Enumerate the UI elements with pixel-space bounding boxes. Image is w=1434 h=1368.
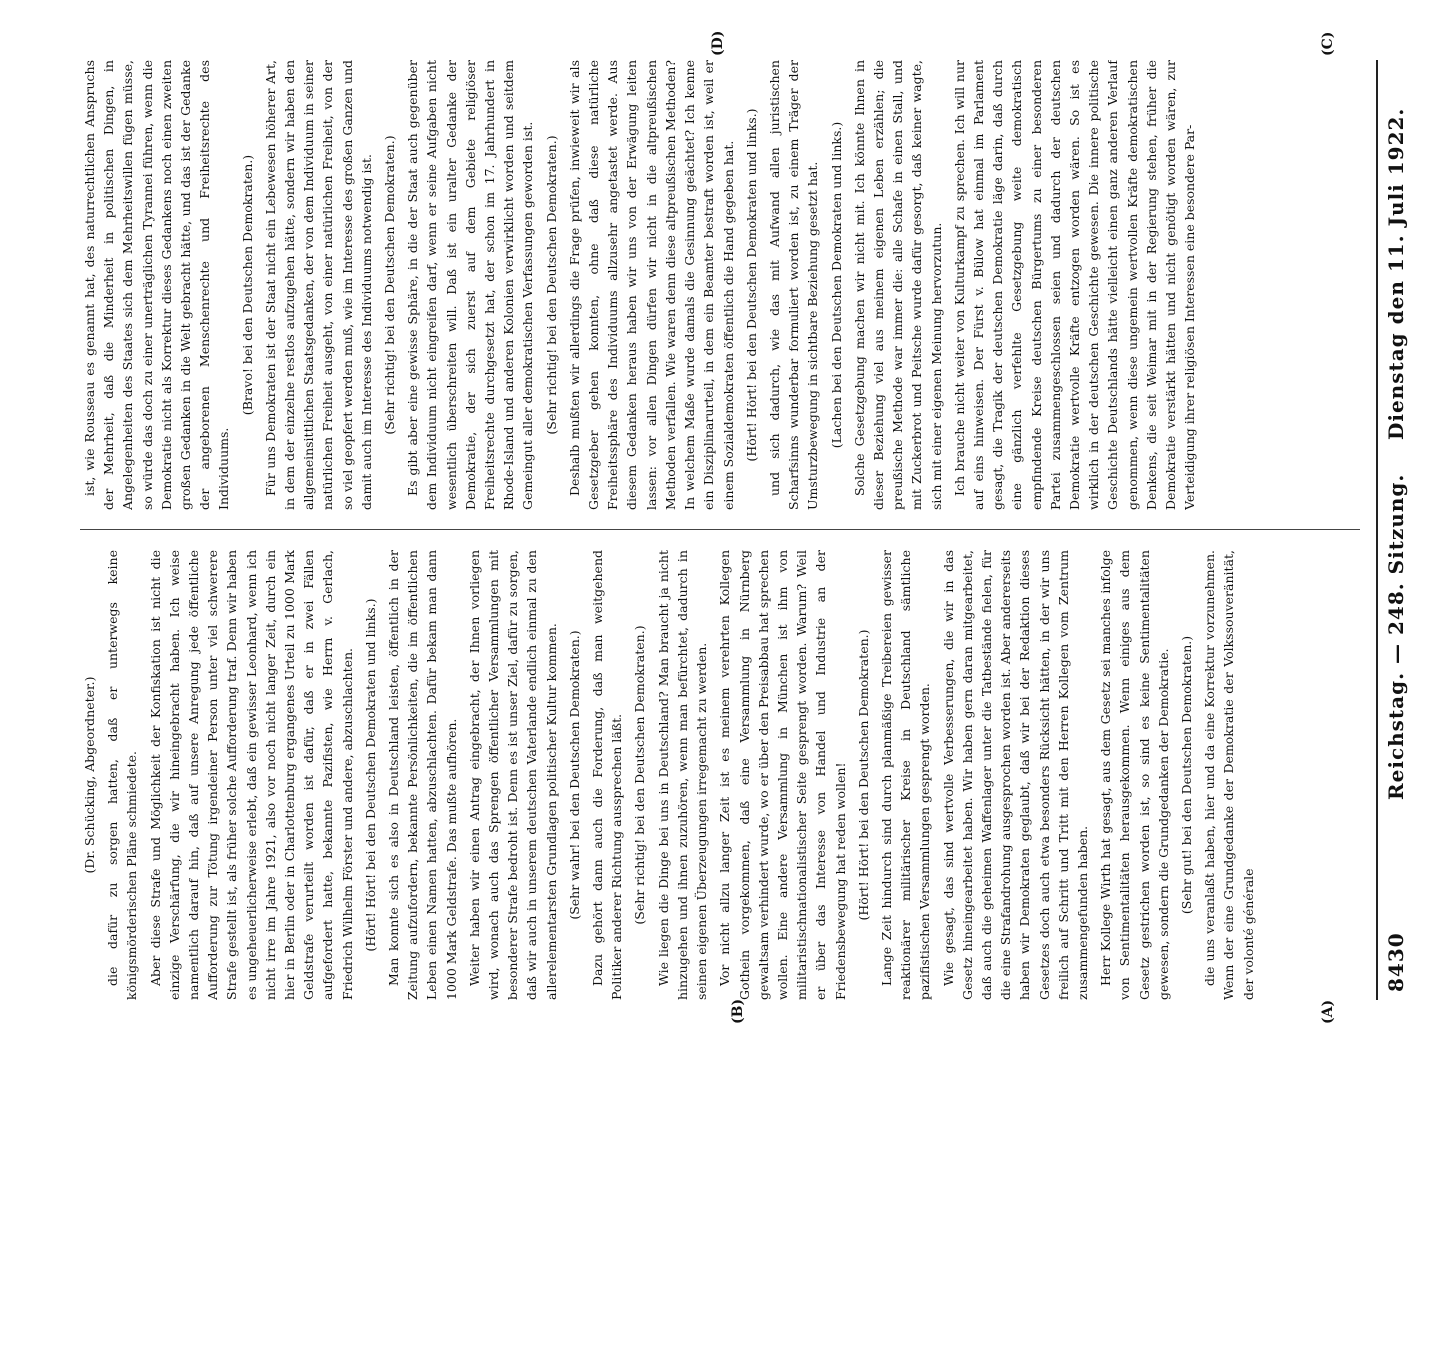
header-title: Reichstag. — 248. Sitzung.: [1384, 473, 1408, 800]
right-paragraph: (Sehr richtig! bei den Deutschen Demokraten.): [382, 135, 398, 435]
left-paragraph: Man konnte sich es also in Deutschland leisten, öffentlich in der Zeitung aufzufordern, bekannte Persönlichkeiten, die im öffentlichen Leben einen Namen hatten, abzuschlachten. Dafür bekam man dann 1000 Mark Geldstrafe. Das mußte aufhören.: [386, 550, 459, 1000]
digitization-footer: [0, 0, 26, 1000]
left-paragraph: Wie gesagt, das sind wertvolle Verbesserungen, die wir in das Gesetz hineingearbeitet haben. Wir haben gern daran mitgearbeitet, daß auch die geheimen Waffenlager unter die Tatbestände fielen, für die eine Strafandrohung ausgesprochen worden ist. Aber andererseits haben wir Demokraten geglaubt, daß wir bei der Redaktion dieses Gesetzes doch auch etwa besonders Rücksicht hätten, in der wir uns freilich auf Schritt und Tritt mit den Herren Kollegen vom Zentrum zusammengefunden haben.: [940, 550, 1090, 1000]
left-column: [80, 550, 1360, 1000]
left-paragraph: die uns veranlaßt haben, hier und da eine Korrektur vorzunehmen. Wenn der eine Grundgedanke der Demokratie der Volkssouveränität, der volonté générale: [1202, 550, 1256, 1000]
column-divider: [80, 529, 1360, 530]
left-paragraph: Lange Zeit hindurch sind durch planmäßige Treibereien gewisser reaktionärer militärischer Kreise in Deutschland sämtliche pazifistischen Versammlungen gesprengt worden.: [878, 550, 933, 1000]
left-paragraph: (Hört! Hört! bei den Deutschen Demokraten und links.): [362, 598, 378, 952]
margin-mark-d: (D): [710, 30, 726, 56]
right-paragraph: (Hört! Hört! bei den Deutschen Demokraten und links.): [743, 108, 759, 462]
right-paragraph: Deshalb mußten wir allerdings die Frage prüfen, inwieweit wir als Gesetzgeber gehen konnten, ohne daß diese natürliche Freiheitssphäre des Individuums allzusehr angetastet werde. Aus diesem Gedanken heraus haben wir uns von der Erwägung leiten lassen: vor allen Dingen dürfen wir nicht in die altpreußischen Methoden verfallen. Wie waren denn diese altpreußischen Methoden? In welchem Maße wurde damals die Gesinnung geächtet? Ich kenne ein Disziplinarurteil, in dem ein Beamter bestraft worden ist, weil er einem Sozialdemokraten öffentlich die Hand gegeben hat.: [566, 60, 736, 510]
right-paragraph: (Bravo! bei den Deutschen Demokraten.): [239, 154, 255, 416]
right-paragraph: ist, wie Rousseau es genannt hat, des naturrechtlichen Anspruchs der Mehrheit, daß die Minderheit in politischen Dingen, in Angelegenheiten des Staates sich dem Mehrheitswillen fügen müsse, so würde das doch zu einer unerträglichen Tyrannei führen, wenn die Demokratie nicht als Korrektur dieses Gedankens noch einen zweiten großen Gedanken in die Welt gebracht hätte, und das ist der Gedanke der angeborenen Menschenrechte und Freiheitsrechte des Individuums.: [82, 60, 232, 510]
right-paragraph: Es gibt aber eine gewisse Sphäre, in die der Staat auch gegenüber dem Individuum nicht eingreifen darf, wenn er seine Aufgaben nicht wesentlich überschreiten will. Daß ist ein uralter Gedanke der Demokratie, der sich zuerst auf dem Gebiete religiöser Freiheitsrechte durchgesetzt hat, der schon im 17. Jahrhundert in Rhode-Island und anderen Kolonien verwirklicht worden und seitdem Gemeingut aller demokratischen Verfassungen geworden ist.: [405, 60, 536, 510]
left-paragraph: (Hört! Hört! bei den Deutschen Demokraten.): [855, 629, 871, 921]
right-column: [80, 60, 1360, 510]
page-number: 8430: [1384, 932, 1408, 992]
left-paragraph: Aber diese Strafe und Möglichkeit der Konfiskation ist nicht die einzige Verschärfung, die wir hineingebracht haben. Ich weise namentlich darauf hin, daß auf unsere Anregung jede öffentliche Aufforderung zur Tötung irgendeiner Person unter viel schwerere Strafe gestellt ist, als früher solche Aufforderung traf. Denn wir haben es ungeheuerlicherweise erlebt, daß ein gewisser Leonhard, wenn ich nicht irre im Jahre 1921, also vor noch nicht langer Zeit, durch ein hier in Berlin oder in Charlottenburg ergangenes Urteil zu 1000 Mark Geldstrafe verurteilt worden ist dafür, daß er in zwei Fällen aufgefordert hatte, bekannte Pazifisten, wie Herrn v. Gerlach, Friedrich Wilhelm Förster und andere, abzuschlachten.: [147, 550, 355, 1000]
right-paragraph: und sich dadurch, wie das mit Aufwand allen juristischen Scharfsinns wunderbar formuliert worden ist, zu einem Träger der Umsturzbewegung in sichtbare Beziehung gesetzt hat.: [766, 60, 821, 510]
margin-mark-a: (A): [1320, 999, 1336, 1024]
right-paragraph: Solche Gesetzgebung machen wir nicht mit. Ich könnte Ihnen in dieser Beziehung viel aus meinem eigenen Leben erzählen; die preußische Methode war immer die: alle Schafe in einen Stall, und mit Zuckerbrot und Peitsche wurde dafür gesorgt, daß keiner wagte, sich mit einer eigenen Meinung hervorzutun.: [851, 60, 944, 510]
left-paragraph: (Dr. Schücking, Abgeordneter.): [82, 676, 97, 874]
document-page: [60, 30, 1408, 1024]
left-paragraph: Vor nicht allzu langer Zeit ist es meinem verehrten Kollegen Gothein vorgekommen, daß eine Versammlung in Nürnberg gewaltsam verhindert wurde, wo er über den Preisabbau hat sprechen wollen. Eine andere Versammlung in München ist ihm von militaristischnationalistischer Seite gesprengt worden. Warum? Weil er über das Interesse von Handel und Industrie an der Friedensbewegung hat reden wollen!: [717, 550, 848, 1000]
left-paragraph: Wie liegen die Dinge bei uns in Deutschland? Man braucht ja nicht hinzugehen und ihnen zuzuhören, wenn man befürchtet, dadurch in seinen eigenen Überzeugungen irregemacht zu werden.: [655, 550, 710, 1000]
right-paragraph: Ich brauche nicht weiter von Kulturkampf zu sprechen. Ich will nur auf eins hinweisen. Der Fürst v. Bülow hat einmal im Parlament gesagt, die Tragik der deutschen Demokratie läge darin, daß durch eine gänzlich verfehlte Gesetzgebung weite demokratisch empfindende Kreise deutschen Bürgertums zu einer besonderen Partei zusammengeschlossen seien und dadurch der deutschen Demokratie wertvolle Kräfte entzogen worden wären. So ist es wirklich in der deutschen Geschichte gewesen. Die innere politische Geschichte Deutschlands hätte vielleicht einen ganz anderen Verlauf genommen, wenn diese ungemein wertvollen Kräfte demokratischen Denkens, die seit Weimar mit in der Regierung stehen, früher die Demokratie verstärkt hätten und nicht genötigt worden wären, zur Verteidigung ihrer religiösen Interessen eine besondere Par-: [951, 60, 1198, 510]
left-paragraph: Herr Kollege Wirth hat gesagt, aus dem Gesetz sei manches infolge von Sentimentalitäten herausgekommen. Wenn einiges aus dem Gesetz gestrichen worden ist, so sind es keine Sentimentalitäten gewesen, sondern die Grundgedanken der Demokratie.: [1098, 550, 1171, 1000]
margin-mark-b: (B): [730, 998, 746, 1024]
right-paragraph: (Sehr richtig! bei den Deutschen Demokraten.): [543, 135, 559, 435]
left-paragraph: Weiter haben wir einen Antrag eingebracht, der Ihnen vorliegen wird, wonach auch das Sprengen öffentlicher Versammlungen mit besonderer Strafe bedroht ist. Denn es ist unser Ziel, dafür zu sorgen, daß wir auch in unserem deutschen Vaterlande endlich einmal zu den allerelementarsten Grundlagen politischer Kultur kommen.: [466, 550, 559, 1000]
left-paragraph: (Sehr gut! bei den Deutschen Demokraten.): [1178, 635, 1194, 915]
header-date: Dienstag den 11. Juli 1922.: [1384, 107, 1408, 440]
left-paragraph: Dazu gehört dann auch die Forderung, daß man weitgehend Politiker anderer Richtung aussprechen läßt.: [590, 550, 625, 1000]
right-paragraph: (Lachen bei den Deutschen Demokraten und links.): [828, 121, 844, 449]
left-paragraph: (Sehr wahr! bei den Deutschen Demokraten.): [566, 630, 582, 920]
margin-mark-c: (C): [1320, 31, 1336, 56]
right-paragraph: Für uns Demokraten ist der Staat nicht ein Lebewesen höherer Art, in dem der einzelne restlos aufzugehen hätte, sondern wir haben den allgemeinsittlichen Staatsgedanken, der von dem Individuum in seiner natürlichen Freiheit ausgeht, von einer natürlichen Freiheit, von der so viel geopfert werden muß, wie im Interesse des großen Ganzen und damit auch im Interesse des Individuums notwendig ist.: [262, 60, 374, 510]
left-paragraph: (Sehr richtig! bei den Deutschen Demokraten.): [632, 625, 648, 925]
left-paragraph: die dafür zu sorgen hatten, daß er unterwegs keine königsmörderischen Pläne schmiedete.: [105, 550, 140, 1000]
page-header: [1378, 60, 1418, 1000]
